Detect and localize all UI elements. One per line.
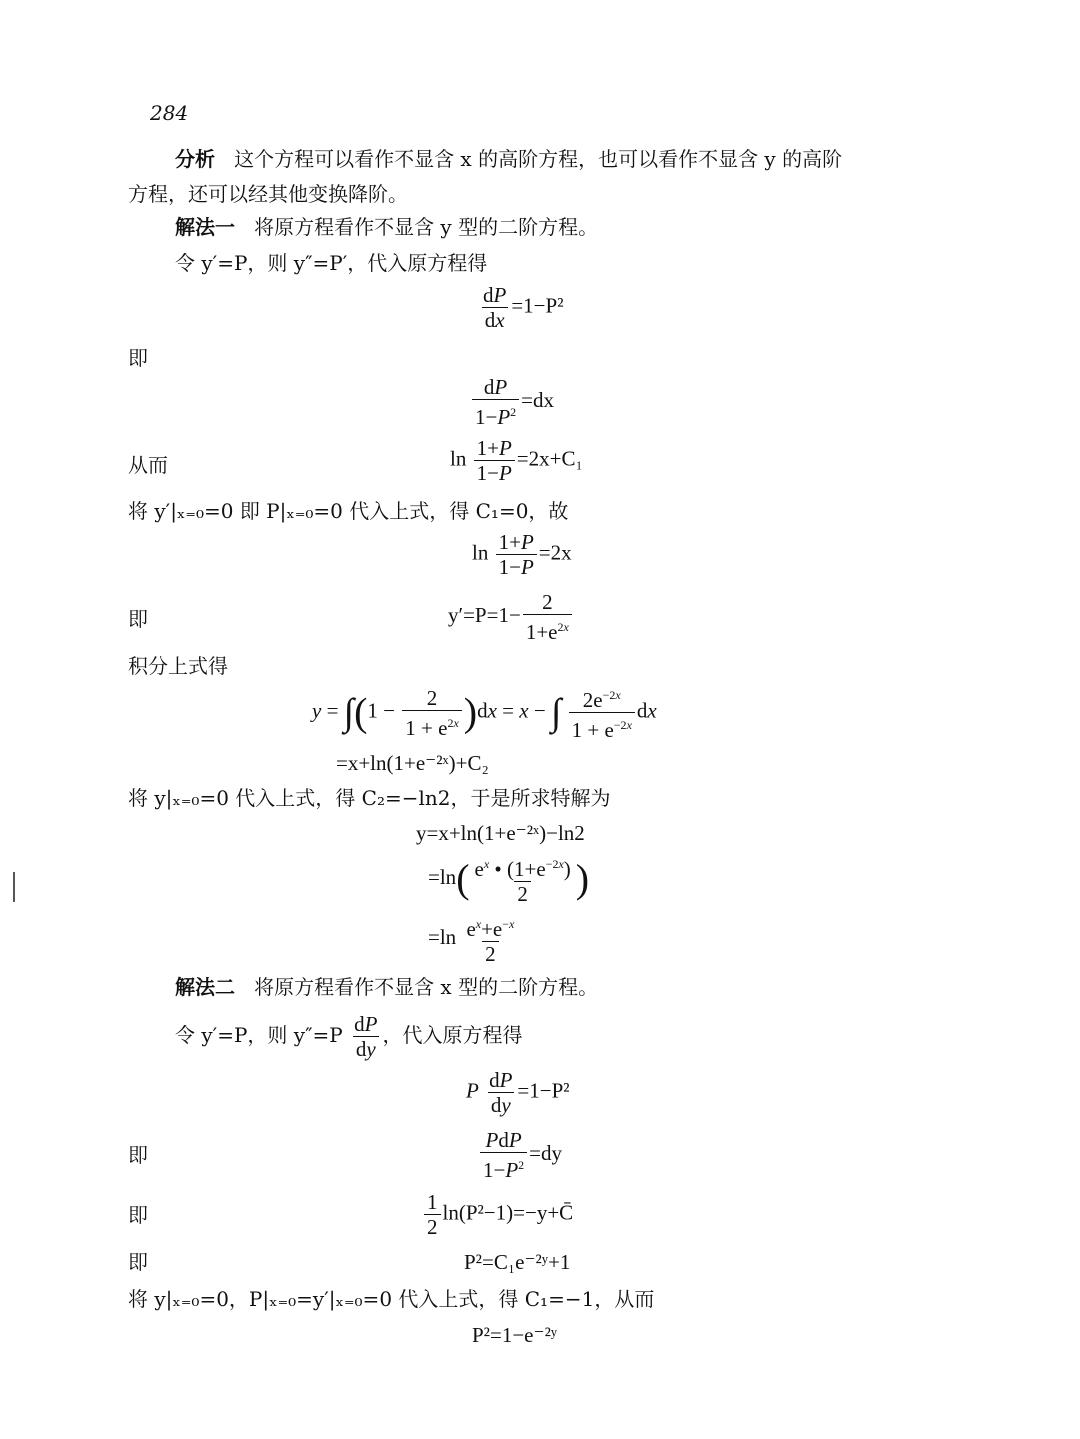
analysis-label: 分析 — [175, 147, 215, 171]
method2-title: 将原方程看作不显含 x 型的二阶方程。 — [254, 975, 599, 999]
method1-eq9: =ln( $\frac{e^x • (1+e^{-2x})}{2}$ ) — [428, 856, 590, 906]
method1-eq2: $\frac{dP}{1-P^2}$ =dx — [470, 375, 554, 429]
method2-intro-pre: 令 y′=P，则 y″=P — [175, 1023, 343, 1047]
method1-heading — [175, 214, 598, 240]
method1-congershu: 从而 — [128, 453, 168, 477]
method1-eq10-lhs: =ln — [428, 924, 457, 949]
method1-eq4-rhs: =2x — [538, 540, 572, 565]
method1-eq10: =ln $\frac{e^x+e^{-x}}{2}$ — [428, 917, 515, 966]
method2-ji-3: 即 — [128, 1250, 148, 1274]
method2-eq1: P $\frac{dP}{dy}$ =1−P² — [466, 1068, 570, 1117]
method1-ji-1: 即 — [128, 346, 148, 370]
method1-integrate: 积分上式得 — [128, 654, 228, 678]
method2-substitution: 将 y|ₓ₌₀=0，P|ₓ₌₀=y′|ₓ₌₀=0 代入上式，得 C₁=−1，从而 — [128, 1287, 655, 1311]
analysis-paragraph-line1 — [175, 146, 842, 172]
method1-eq3-rhs: =2x+C₁ — [516, 446, 583, 471]
method1-eq2-rhs: =dx — [521, 387, 555, 412]
method1-eq5-lhs: y′=P=1− — [448, 602, 521, 627]
method1-eq1-rhs: =1−P² — [511, 293, 564, 318]
method1-eq7: =x+ln(1+e⁻²ˣ)+C₂ — [336, 751, 489, 775]
method1-label: 解法一 — [175, 215, 235, 239]
analysis-text-1: 这个方程可以看作不显含 x 的高阶方程，也可以看作不显含 y 的高阶 — [234, 147, 843, 171]
method2-eq2-rhs: =dy — [529, 1140, 563, 1165]
method1-eq6: y = ∫(1 − $\frac{2}{1 + e^{2x}}$ )dx = x − ∫ $\frac{2e^{-2x}}{1 + e^{-2x}}$ dx — [312, 685, 657, 742]
method2-heading — [175, 974, 598, 1000]
analysis-text-2: 方程，还可以经其他变换降阶。 — [128, 182, 408, 206]
method1-eq5: y′=P=1− $\frac{2}{1+e^{2x}}$ — [448, 590, 574, 644]
method2-label: 解法二 — [175, 975, 235, 999]
method1-ji-2: 即 — [128, 607, 148, 631]
method1-title: 将原方程看作不显含 y 型的二阶方程。 — [254, 215, 599, 239]
method2-intro: 令 y′=P，则 y″=P $\frac{dP}{dy}$ ，代入原方程得 — [175, 1012, 523, 1061]
method2-eq3-rhs: ln(P²−1)=−y+C̄ — [442, 1200, 574, 1225]
method2-eq2: $\frac{\text{PdP}}{1-P^2}$ =dy — [478, 1128, 562, 1182]
method1-intro: 令 y′=P，则 y″=P′，代入原方程得 — [175, 251, 488, 275]
method2-ji-1: 即 — [128, 1143, 148, 1167]
method2-eq4: P²=C₁e⁻²ʸ+1 — [464, 1250, 571, 1274]
method2-intro-post: ，代入原方程得 — [382, 1023, 523, 1047]
page-number: 284 — [150, 101, 189, 125]
method1-substitution-1: 将 y′|ₓ₌₀=0 即 P|ₓ₌₀=0 代入上式，得 C₁=0，故 — [128, 499, 569, 523]
margin-mark — [13, 872, 15, 902]
method1-substitution-2: 将 y|ₓ₌₀=0 代入上式，得 C₂=−ln2，于是所求特解为 — [128, 786, 611, 810]
method1-eq8: y=x+ln(1+e⁻²ˣ)−ln2 — [416, 821, 585, 845]
method2-eq1-rhs: =1−P² — [517, 1078, 570, 1103]
method1-eq1: $\frac{dP}{dx}$ =1−P² — [483, 283, 564, 332]
method2-eq3: $\frac{1}{2}$ ln(P²−1)=−y+C̄ — [422, 1190, 573, 1239]
method2-ji-2: 即 — [128, 1203, 148, 1227]
method2-eq5: P²=1−e⁻²ʸ — [472, 1323, 558, 1347]
method1-eq4: ln $\frac{1+P}{1-P}$ =2x — [472, 530, 572, 579]
method1-eq3: ln $\frac{1+P}{1-P}$ =2x+C₁ — [450, 436, 583, 485]
